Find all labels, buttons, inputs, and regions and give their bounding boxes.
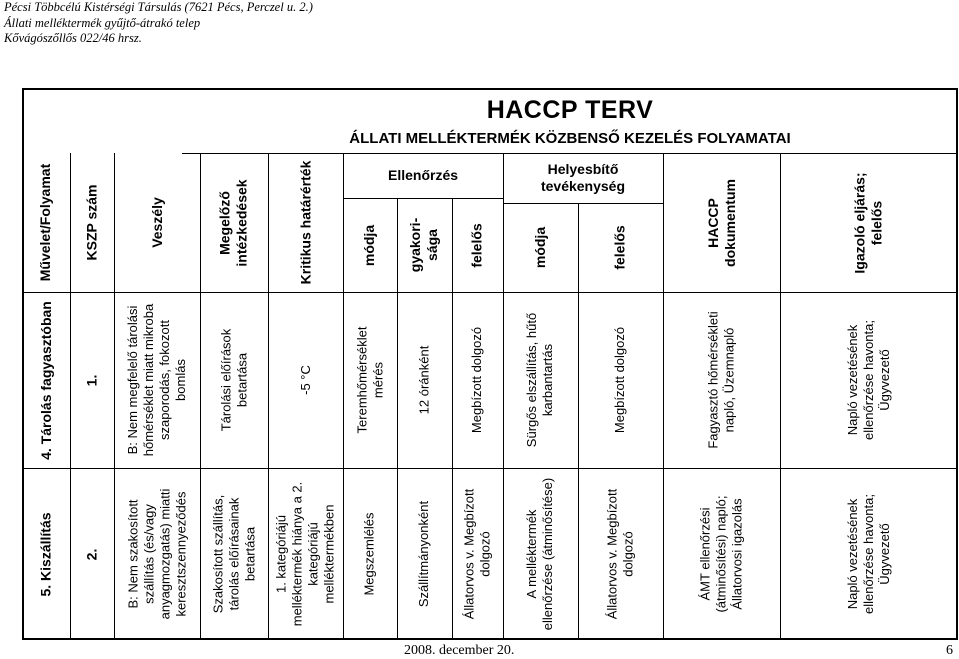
- table-cell: [343, 468, 397, 640]
- row-corrective-method: Sürgős elszállítás, hűtő karbantartás: [524, 312, 556, 448]
- column-header-hely-felelos: felelős: [611, 225, 628, 270]
- column-header-veszely: Veszély: [148, 197, 165, 248]
- row-verification: Napló vezetésének ellenőrzése havonta; Ügyvezető: [844, 320, 892, 440]
- table-cell: [200, 468, 268, 640]
- header-cell-kszp: [70, 153, 114, 292]
- row-preventive-measure: Szakosított szállítás, tárolás előírásainak betartása: [210, 494, 257, 614]
- table-cell: [397, 468, 452, 640]
- table-cell: [22, 468, 70, 640]
- header-cell-muvelet: [22, 153, 70, 292]
- header-line-3: Kővágószőllős 022/46 hrsz.: [4, 31, 142, 45]
- row-haccp-document: Fagyasztó hőmérsékleti napló, Üzemnapló: [705, 311, 737, 449]
- row-preventive-measure: Tárolási előírások betartása: [218, 328, 250, 432]
- table-cell: [268, 292, 343, 468]
- document-subtitle: ÁLLATI MELLÉKTERMÉK KÖZBENSŐ KEZELÉS FOLYAMATAI: [349, 130, 791, 147]
- row-check-method: Megszemlélés: [362, 512, 377, 596]
- column-header-haccp-dok: HACCP dokumentum: [704, 178, 738, 267]
- table-cell: [578, 468, 663, 640]
- table-cell: [200, 292, 268, 468]
- header-cell-igazolo: [780, 153, 958, 292]
- row-hazard: B: Nem szakosított szállítás (és/vagy anyagmozgatás) miatti keresztszennyeződés: [125, 488, 188, 620]
- row-critical-limit: 1. kategóriájú melléktermék hiánya a 2. kategóriájú melléktermékben: [273, 481, 337, 627]
- header-cell-hely-felelos: [578, 203, 663, 292]
- row-process-name: 4. Tárolás fagyasztóban: [37, 300, 54, 460]
- page-header: [4, 0, 313, 47]
- column-group-helyesbito: Helyesbítő tevékenység: [540, 161, 626, 194]
- header-cell-ell-gyakorisaga: [397, 198, 452, 292]
- row-kszp-number: 2.: [83, 548, 100, 560]
- column-header-kritikus: Kritikus határérték: [297, 160, 313, 285]
- row-check-method: Teremhőmérséklet mérés: [354, 326, 385, 434]
- row-kszp-number: 1.: [83, 374, 100, 386]
- page-number: 6: [946, 643, 953, 658]
- row-hazard: B: Nem megfelelő tárolási hőmérséklet miatt mikroba szaporodás, fokozott bomlás: [125, 303, 189, 457]
- header-line-1: Pécsi Többcélú Kistérségi Társulás (7621 Pécs, Perczel u. 2.): [4, 0, 313, 14]
- table-cell: [22, 292, 70, 468]
- row-critical-limit: -5 °C: [297, 365, 313, 395]
- column-header-hely-modja: módja: [531, 226, 548, 269]
- table-cell: [503, 292, 578, 468]
- row-corrective-responsible: Megbízott dolgozó: [612, 326, 628, 434]
- header-cell-megelozo: [200, 153, 268, 292]
- column-header-muvelet: Művelet/Folyamat: [37, 163, 54, 282]
- table-cell: [114, 468, 200, 640]
- column-group-ellenorzes: Ellenőrzés: [387, 167, 459, 183]
- header-cell-ellenorzes: [343, 153, 503, 198]
- table-cell: [268, 468, 343, 640]
- table-cell: [452, 292, 503, 468]
- table-cell: [397, 292, 452, 468]
- column-header-kszp: KSZP szám: [83, 184, 100, 261]
- row-process-name: 5. Kiszállítás: [37, 511, 54, 597]
- header-cell-helyesbito: [503, 153, 663, 203]
- header-cell-hely-modja: [503, 203, 578, 292]
- table-cell: [663, 468, 780, 640]
- column-header-ell-felelos: felelős: [468, 222, 485, 268]
- header-cell-kritikus: [268, 153, 343, 292]
- table-cell: [663, 292, 780, 468]
- table-cell: [70, 468, 114, 640]
- column-header-ell-modja: módja: [361, 224, 378, 266]
- row-verification: Napló vezetésének ellenőrzése havonta; Ügyvezető: [844, 494, 892, 614]
- row-check-responsible: Állatorvos v. Megbízott dolgozó: [461, 488, 493, 620]
- document-title: HACCP TERV: [486, 96, 654, 124]
- column-header-igazolo: Igazoló eljárás; felelős: [852, 171, 885, 274]
- table-cell: [452, 468, 503, 640]
- header-cell-haccp-dok: [663, 153, 780, 292]
- row-corrective-responsible: Állatorvos v. Megbízott dolgozó: [604, 488, 636, 620]
- row-check-frequency: 12 óránként: [416, 345, 432, 415]
- header-cell-ell-felelos: [452, 198, 503, 292]
- table-cell: [343, 292, 397, 468]
- table-cell: [70, 292, 114, 468]
- footer-date: 2008. december 20.: [404, 643, 515, 658]
- table-cell: [780, 468, 958, 640]
- table-cell: [578, 292, 663, 468]
- column-header-ell-gyakorisaga: gyakori- sága: [407, 217, 441, 273]
- table-cell: [503, 468, 578, 640]
- row-check-frequency: Szállítmányonként: [416, 500, 432, 608]
- row-corrective-method: A melléktermék ellenőrzése (átminősítése): [524, 477, 556, 631]
- header-line-2: Állati melléktermék gyűjtő-átrakó telep: [4, 15, 201, 30]
- header-cell-veszely: [114, 153, 200, 292]
- row-haccp-document: ÁMT ellenőrzési (átminősítési) napló; Állatorvosi igazolás: [697, 495, 745, 613]
- table-cell: [114, 292, 200, 468]
- header-cell-ell-modja: [343, 198, 397, 292]
- row-check-responsible: Megbízott dolgozó: [469, 326, 485, 434]
- column-header-megelozo: Megelőző intézkedések: [217, 178, 251, 267]
- table-cell: [780, 292, 958, 468]
